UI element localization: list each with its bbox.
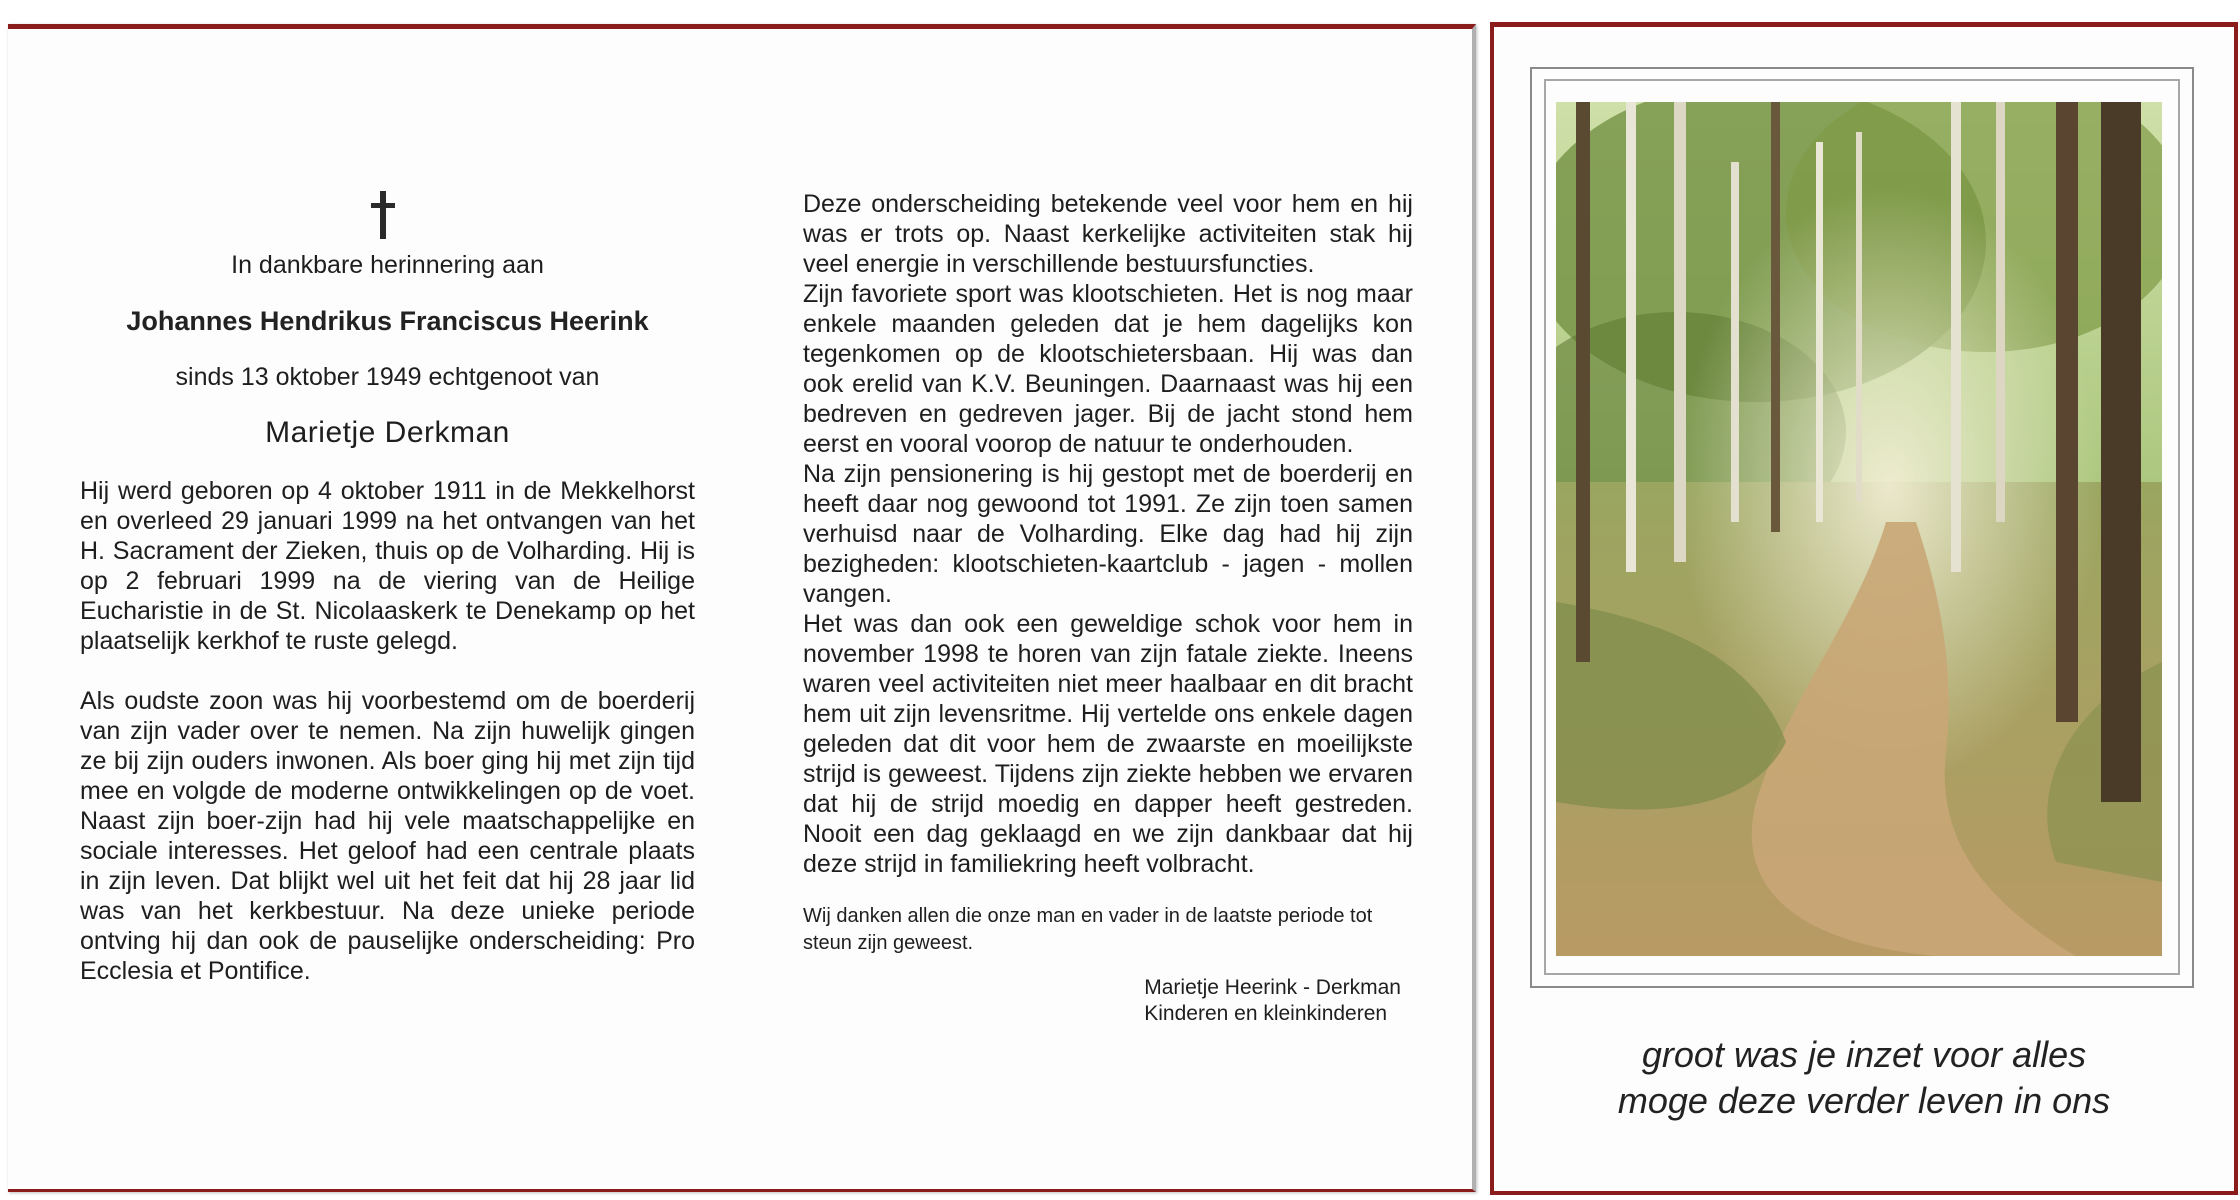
- memorial-card-photo-page: [1490, 22, 2238, 1195]
- paragraph: Na zijn pensionering is hij gestopt met de boerderij en heeft daar nog gewoond tot 1991. Ze zijn toen samen verhuisd naar de Volharding. Elke dag had hij zijn bezigheden: klootschieten-kaartclub - jagen - mollen vangen.: [803, 460, 1413, 608]
- biography-column-2: [803, 189, 1413, 879]
- forest-path-photo: [1556, 102, 2162, 956]
- cross-icon: [368, 189, 398, 241]
- paragraph: Het was dan ook een geweldige schok voor hem in november 1998 te horen van zijn fatale ziekte. Ineens waren veel activiteiten niet meer haalbaar en dit bracht hem uit zijn levensritme. Hij vertelde ons enkele dagen geleden dat dit voor hem de zwaarste en moeilijkste strijd is geweest. Tijdens zijn ziekte hebben we ervaren dat hij de strijd moedig en dapper heeft gestreden. Nooit een dag geklaagd en we zijn dankbaar dat hij deze strijd in familiekring heeft volbracht.: [803, 610, 1413, 878]
- memorial-card-text-page: [8, 24, 1476, 1192]
- paragraph: Als oudste zoon was hij voorbestemd om de boerderij van zijn vader over te nemen. Na zijn huwelijk gingen ze bij zijn ouders inwonen. Als boer ging hij met zijn tijd mee en volgde de moderne ontwikkelingen op de voet. Naast zijn boer-zijn had hij vele maatschappelijke en sociale interesses. Het geloof had een centrale plaats in zijn leven. Dat blijkt wel uit het feit dat hij 28 jaar lid was van het kerkbestuur. Na deze unieke periode ontving hij dan ook de pauselijke onderscheiding: Pro Ecclesia et Pontifice.: [80, 687, 695, 985]
- intro-text: In dankbare herinnering aan: [231, 251, 544, 279]
- quote-line: moge deze verder leven in ons: [1617, 1080, 2111, 1121]
- marriage-text: sinds 13 oktober 1949 echtgenoot van: [175, 363, 600, 391]
- memorial-quote: [1494, 1032, 2234, 1124]
- paragraph: Hij werd geboren op 4 oktober 1911 in de Mekkelhorst en overleed 29 januari 1999 na het ontvangen van het H. Sacrament der Zieken, thuis op de Volharding. Hij is op 2 februari 1999 na de viering van de Heilige Eucharistie in de St. Nicolaaskerk te Denekamp op het plaatselijk kerkhof te ruste gelegd.: [80, 477, 695, 655]
- quote-line: groot was je inzet voor alles: [1641, 1034, 2087, 1075]
- thanks-text: Wij danken allen die onze man en vader in de laatste periode tot steun zijn geweest.: [803, 905, 1373, 954]
- deceased-name: Johannes Hendrikus Franciscus Heerink: [126, 306, 649, 336]
- paragraph: Deze onderscheiding betekende veel voor hem en hij was er trots op. Naast kerkelijke activiteiten stak hij veel energie in verschillende bestuursfuncties.: [803, 190, 1413, 278]
- signature-block: [803, 975, 1413, 1027]
- biography-column-1: [80, 476, 695, 986]
- right-column: [803, 189, 1413, 1027]
- paragraph: Zijn favoriete sport was klootschieten. Het is nog maar enkele maanden geleden dat je hem dagelijks kon tegenkomen op de klootschietersbaan. Hij was dan ook erelid van K.V. Beuningen. Daarnaast was hij een bedreven en gedreven jager. Bij de jacht stond hem eerst en vooral voorop de natuur te onderhouden.: [803, 280, 1413, 458]
- signature-line: Kinderen en kleinkinderen: [1144, 1002, 1388, 1025]
- signature-line: Marietje Heerink - Derkman: [1144, 976, 1401, 999]
- left-column: [80, 189, 695, 986]
- spouse-name: Marietje Derkman: [265, 416, 510, 449]
